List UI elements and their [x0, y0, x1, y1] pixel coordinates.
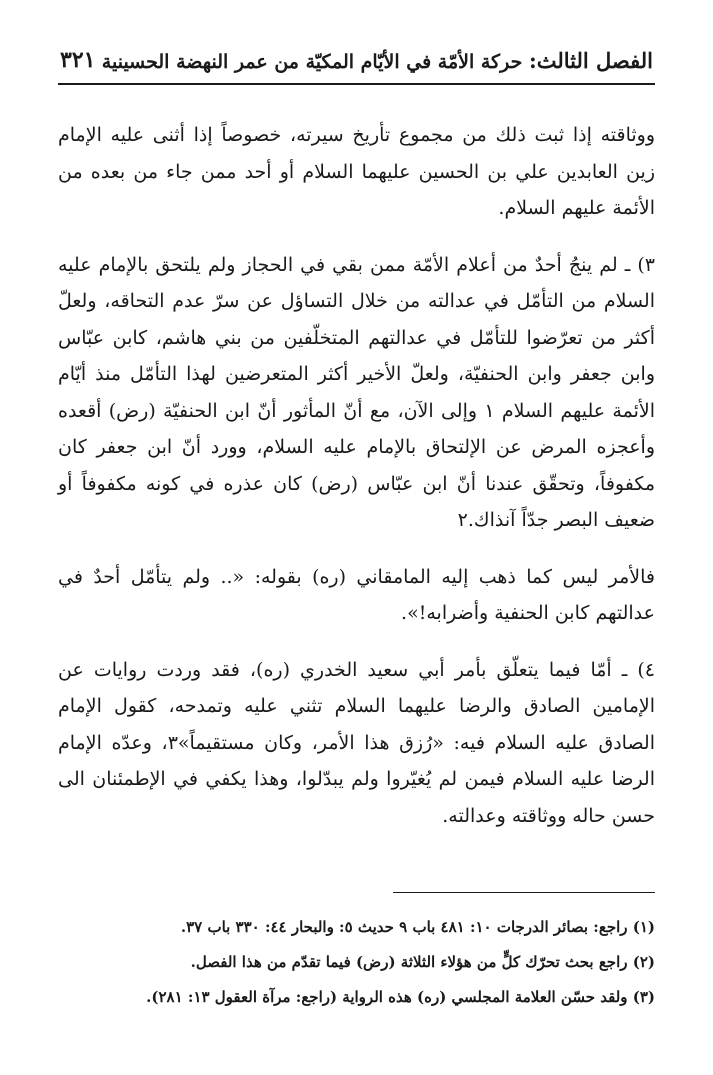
- footnote-divider: [393, 892, 655, 893]
- header-divider: [58, 83, 655, 85]
- footnote: (١) راجع: بصائر الدرجات ١٠: ٤٨١ باب ٩ حديث ٥: والبحار ٤٤: ٣٣٠ باب ٣٧.: [180, 918, 655, 936]
- chapter-heading: [102, 48, 653, 73]
- paragraph: ووثاقته إذا ثبت ذلك من مجموع تأريخ سيرته، خصوصاً إذا أثنى عليه الإمام زين العابدين علي بن الحسين عليهما السلام أو أحد ممن جاء من بعده من الأئمة عليهم السلام.: [58, 124, 655, 219]
- paragraph: فالأمر ليس كما ذهب إليه المامقاني (ره) بقوله: «.. ولم يتأمّل أحدٌ في عدالتهم كابن الحنفية وأضرابه!».: [58, 565, 655, 624]
- paragraph: ٤) ـ أمّا فيما يتعلّق بأمر أبي سعيد الخدري (ره)، فقد وردت روايات عن الإمامين الصادق والرضا عليهما السلام تثني عليه وتمدحه، كقول الإمام الصادق عليه السلام فيه: «رُزق هذا الأمر، وكان مستقيماً»٣، وعدّه الإمام الرضا عليه السلام فيمن لم يُغيّروا ولم يبدّلوا، وهذا يكفي في الإطمئنان الى حسن حاله ووثاقته وعدالته.: [58, 658, 656, 827]
- page-number: ٣٢١: [60, 47, 96, 73]
- chapter-label: الفصل الثالث:: [528, 47, 653, 73]
- main-text: [58, 117, 655, 854]
- footnote: (٣) ولقد حسّن العلامة المجلسي (ره) هذه الرواية (راجع: مرآة العقول ١٣: ٢٨١).: [146, 988, 655, 1006]
- footnote: (٢) راجع بحث تحرّك كلٍّ من هؤلاء الثلاثة (رض) فيما تقدّم من هذا الفصل.: [190, 953, 655, 971]
- paragraph: ٣) ـ لم ينجُ أحدٌ من أعلام الأمّة ممن بقي في الحجاز ولم يلتحق بالإمام عليه السلام من التأمّل في عدالته من خلال التساؤل عن سرّ عدم التحاقه، ولعلّ أكثر من تعرّضوا للتأمّل في عدالتهم المتخلّفين من بني هاشم، كابن عبّاس وابن جعفر وابن الحنفيّة، ولعلّ الأخير أكثر المتعرضين لهذا التأمّل منذ أيّام الأئمة عليهم السلام ١ وإلى الآن، مع أنّ المأثور أنّ ابن الحنفيّة (رض) أقعده وأعجزه المرض عن الإلتحاق بالإمام عليه السلام، وورد أنّ ابن جعفر كان مكفوفاً، وتحقّق عندنا أنّ ابن عبّاس (رض) كان عذره في كونه مكفوفاً أو ضعيف البصر جدّاً آنذاك.٢: [58, 253, 655, 531]
- footnotes: [58, 910, 655, 1015]
- running-header: [60, 40, 653, 80]
- chapter-title: حركة الأمّة في الأيّام المكيّة من عمر النهضة الحسينية: [101, 50, 523, 73]
